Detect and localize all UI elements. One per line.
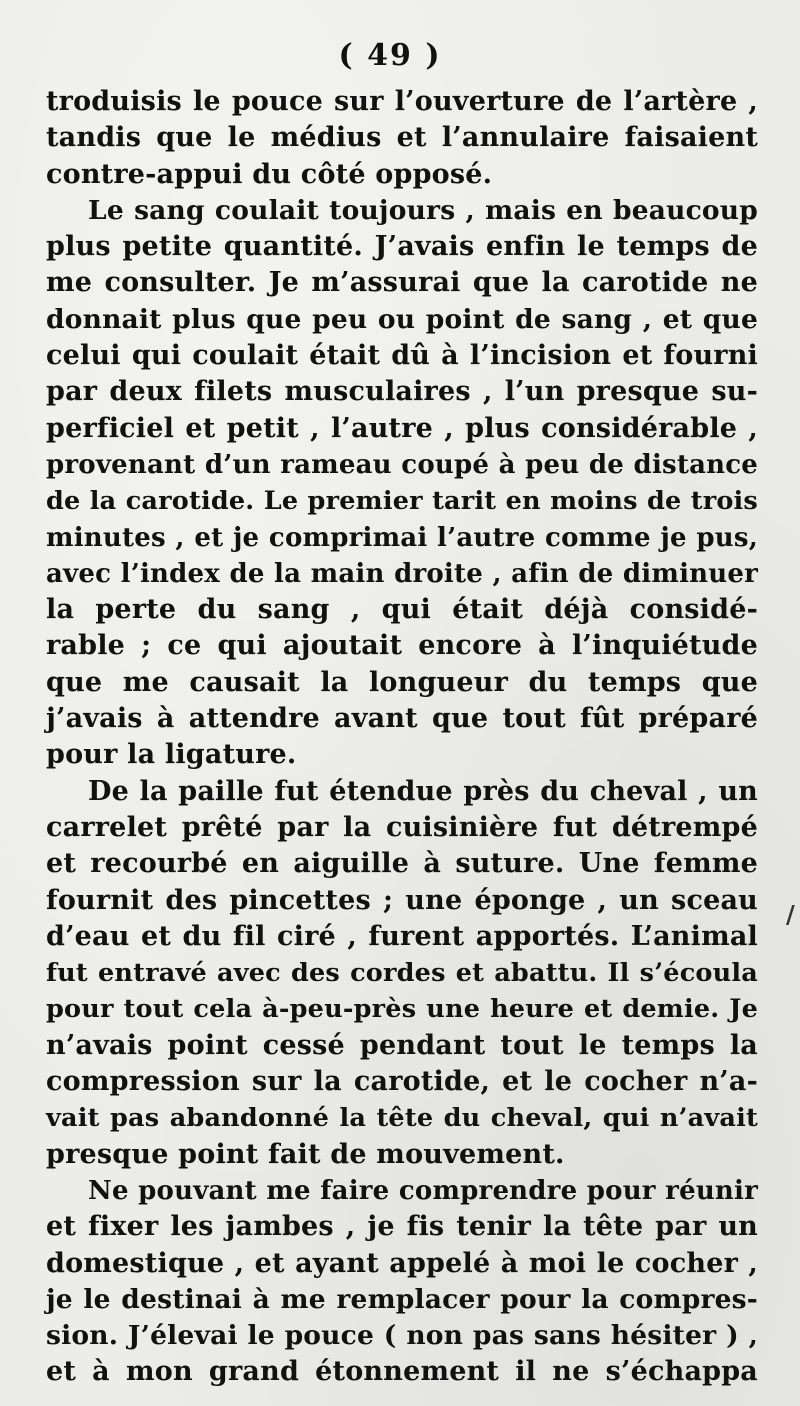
text-line: perficiel et petit , l’autre , plus considérable , bbox=[46, 412, 758, 444]
text-line: rable ; ce qui ajoutait encore à l’inquiétude bbox=[46, 630, 758, 662]
text-line: provenant d’un rameau coupé à peu de distance bbox=[46, 449, 758, 480]
text-line: troduisis le pouce sur l’ouverture de l’artère , bbox=[46, 86, 758, 117]
text-line: je le destinai à me remplacer pour la compres- bbox=[46, 1283, 758, 1315]
text-line: et à mon grand étonnement il ne s’échappa bbox=[46, 1356, 758, 1388]
text-line: De la paille fut étendue près du cheval , un bbox=[88, 775, 758, 807]
text-line: sion. J’élevai le pouce ( non pas sans hésiter ) , bbox=[46, 1320, 758, 1352]
text-line: et fixer les jambes , je fis tenir la tête par un bbox=[46, 1211, 758, 1243]
text-line: celui qui coulait était dû à l’incision et fourni bbox=[46, 340, 758, 372]
text-line: d’eau et du fil ciré , furent apportés. L’animal bbox=[46, 920, 758, 952]
margin-mark: / bbox=[786, 900, 795, 929]
text-line: j’avais à attendre avant que tout fût préparé bbox=[46, 703, 758, 735]
text-line: contre-appui du côté opposé. bbox=[46, 158, 493, 190]
page-number: ( 49 ) bbox=[338, 38, 442, 73]
text-line: domestique , et ayant appelé à moi le cocher , bbox=[46, 1247, 758, 1279]
text-line: la perte du sang , qui était déjà considé- bbox=[46, 594, 758, 626]
text-line: plus petite quantité. J’avais enfin le temps de bbox=[46, 231, 758, 263]
text-line: compression sur la carotide, et le cocher n’a- bbox=[46, 1066, 758, 1098]
text-line: minutes , et je comprimai l’autre comme je pus, bbox=[46, 522, 758, 553]
text-line: par deux filets musculaires , l’un presque su- bbox=[46, 376, 758, 408]
text-line: pour tout cela à-peu-près une heure et demie. Je bbox=[46, 994, 758, 1025]
text-line: fut entravé avec des cordes et abattu. Il s’écoula bbox=[46, 958, 758, 989]
text-line: et recourbé en aiguille à suture. Une femme bbox=[46, 848, 758, 880]
text-line: tandis que le médius et l’annulaire faisaient bbox=[46, 122, 758, 154]
text-line: de la carotide. Le premier tarit en moins de trois bbox=[46, 486, 758, 517]
text-line: pour la ligature. bbox=[46, 739, 297, 771]
text-line: que me causait la longueur du temps que bbox=[46, 666, 758, 698]
text-line: fournit des pincettes ; une éponge , un sceau bbox=[46, 884, 758, 916]
text-line: Ne pouvant me faire comprendre pour réunir bbox=[88, 1175, 758, 1206]
text-line: carrelet prêté par la cuisinière fut détrempé bbox=[46, 811, 758, 843]
text-line: avec l’index de la main droite , afin de diminuer bbox=[46, 558, 758, 589]
text-line: donnait plus que peu ou point de sang , et que bbox=[46, 303, 758, 335]
text-line: presque point fait de mouvement. bbox=[46, 1138, 565, 1170]
text-line: n’avais point cessé pendant tout le temps la bbox=[46, 1029, 758, 1061]
text-line: me consulter. Je m’assurai que la carotide ne bbox=[46, 267, 758, 299]
page-body-text bbox=[46, 84, 758, 1391]
text-line: Le sang coulait toujours , mais en beaucoup bbox=[88, 194, 758, 226]
text-line: vait pas abandonné la tête du cheval, qui n’avait bbox=[46, 1103, 758, 1134]
